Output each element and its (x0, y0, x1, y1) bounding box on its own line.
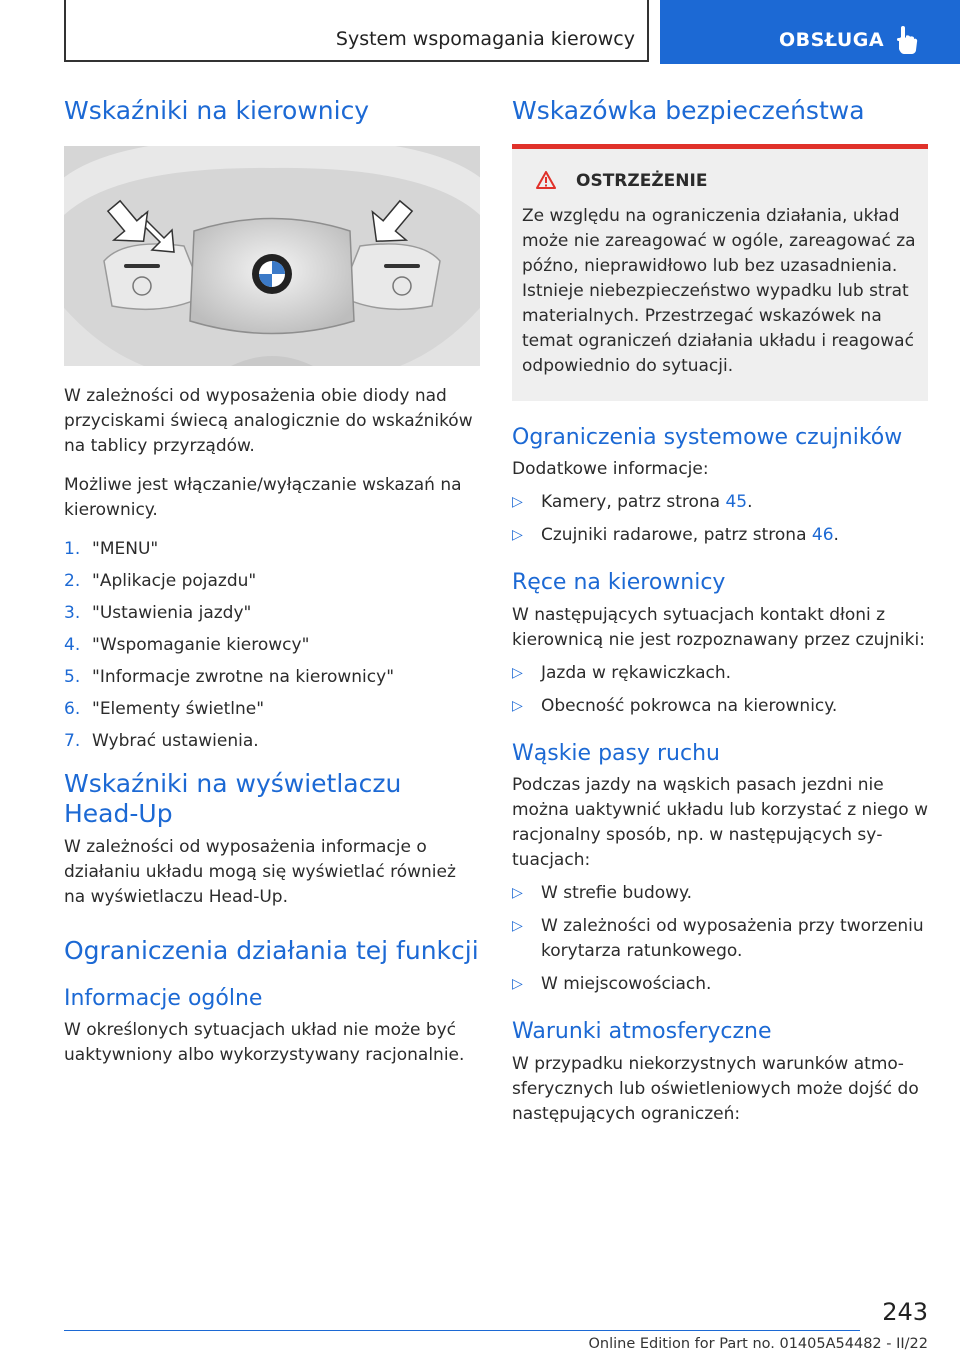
heading-steering-indicators: Wskaźniki na kierownicy (64, 96, 370, 125)
reference-list (512, 490, 928, 548)
list-item: 4. "Wspomaganie kierowcy" (64, 635, 310, 655)
left-column (64, 96, 480, 1068)
warning-box (512, 144, 928, 401)
list-item: 1. "MENU" (64, 539, 159, 559)
right-column (512, 96, 928, 1127)
bullet-triangle-icon: ▷ (512, 918, 523, 935)
warning-title: OSTRZEŻENIE (522, 169, 918, 196)
list-item: ▷ W zależności od wyposażenia przy tworzeniu korytarza ratunkowego. (512, 916, 924, 962)
steps-list (64, 533, 480, 757)
list-item: ▷ W miejscowościach. (512, 972, 928, 997)
bullet-triangle-icon: ▷ (512, 976, 523, 993)
heading-weather: Warunki atmosferyczne (512, 1019, 772, 1045)
chapter-tab (660, 0, 960, 64)
heading-general-info: Informacje ogólne (64, 986, 263, 1011)
page-reference-link[interactable]: 46 (811, 525, 834, 546)
heading-limitations: Ograniczenia działania tej funkcji (64, 936, 479, 965)
list-item: 6. "Elementy świetlne" (64, 699, 265, 719)
warning-triangle-icon (536, 171, 556, 196)
page-reference-link[interactable]: 45 (725, 492, 748, 513)
heading-sensor-limits: Ograniczenia systemowe czujników (512, 425, 903, 450)
bullet-triangle-icon: ▷ (512, 527, 523, 544)
pointing-hand-icon (896, 26, 918, 58)
heading-hands-on-wheel: Ręce na kierownicy (512, 570, 726, 596)
section-title: System wspomagania kierowcy (335, 28, 635, 50)
paragraph-hands: W następujących sytuacjach kontakt dłoni z kierownicą nie jest rozpoznawany przez czujniki: (512, 604, 925, 650)
hands-list (512, 661, 928, 719)
bullet-triangle-icon: ▷ (512, 697, 523, 714)
paragraph-toggle: Możliwe jest włączanie/wyłączanie wskazań na kierownicy. (64, 475, 462, 520)
list-item: 7. Wybrać ustawienia. (64, 731, 259, 751)
paragraph-hud: W zależności od wyposażenia informacje o działaniu układu mogą się wyświetlać również na wyświetlaczu Head-Up. (64, 837, 456, 907)
bullet-triangle-icon: ▷ (512, 494, 523, 511)
footer-divider (64, 1330, 860, 1331)
list-item: ▷ Czujniki radarowe, patrz strona 46. (512, 523, 928, 548)
page-number: 243 (882, 1298, 928, 1326)
paragraph-narrow-lanes: Podczas jazdy na wąskich pasach jezdni nie można uaktywnić układu lub korzystać z niego w racjonalny sposób, np. w następujących sytuacjach: (512, 775, 929, 871)
list-item: ▷ W strefie budowy. (512, 881, 928, 906)
list-item: 5. "Informacje zwrotne na kierownicy" (64, 667, 395, 687)
paragraph-weather: W przypadku niekorzystnych warunków atmosferycznych lub oświetleniowych może dojść do następujących ograniczeń: (512, 1053, 919, 1124)
list-item: ▷ Obecność pokrowca na kierownicy. (512, 694, 928, 719)
paragraph-additional-info: Dodatkowe informacje: (512, 459, 709, 480)
list-item: ▷ Kamery, patrz strona 45. (512, 490, 928, 515)
running-header (64, 0, 649, 62)
lanes-list (512, 881, 928, 997)
chapter-tab-label: OBSŁUGA (779, 29, 885, 51)
edition-note: Online Edition for Part no. 01405A54482 - II/22 (588, 1336, 928, 1352)
list-item: 3. "Ustawienia jazdy" (64, 603, 252, 623)
warning-text: Ze względu na ograniczenia działania, układ może nie zareagować w ogóle, zareagować za późno, nieprawidłowo lub bez uzasadnienia. Istnieje niebezpieczeństwo wypadku lub strat materialnych. Przestrzegać wskazówek na temat ograniczeń działania układu i reagować odpowiednio do sytuacji. (522, 206, 916, 376)
paragraph-general-info: W określonych sytuacjach układ nie może być uaktywniony albo wykorzystywany racjonalnie. (64, 1020, 465, 1066)
list-item: 2. "Aplikacje pojazdu" (64, 571, 257, 591)
bullet-triangle-icon: ▷ (512, 664, 523, 681)
paragraph-leds: W zależności od wyposażenia obie diody nad przyciskami świecą analogicznie do wskaźników na tablicy przyrządów. (64, 386, 473, 456)
bullet-triangle-icon: ▷ (512, 885, 523, 902)
heading-hud: Wskaźniki na wyświetlaczu Head-Up (64, 769, 402, 828)
heading-narrow-lanes: Wąskie pasy ruchu (512, 740, 720, 766)
heading-safety-note: Wskazówka bezpieczeństwa (512, 96, 865, 125)
steering-wheel-image (64, 146, 480, 366)
list-item: ▷ Jazda w rękawiczkach. (512, 661, 928, 686)
